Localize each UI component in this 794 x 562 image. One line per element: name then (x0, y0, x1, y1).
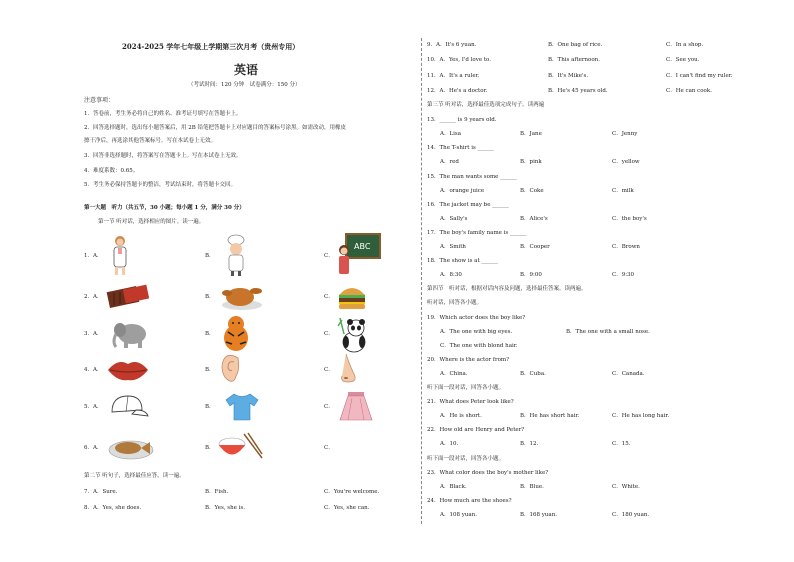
option-b-label: B． (205, 294, 215, 300)
note-item: 2．回答选择题时，选出每小题答案后，用 2B 铅笔把答题卡上对应题目的答案标号涂黑。如需改动，用橡皮 (84, 125, 347, 131)
q8-option-c: C．Yes, she can. (324, 505, 370, 511)
q24-stem: 24．How much are the shoes? (427, 498, 512, 504)
q14-stem: 14．The T-shirt is ______ (427, 145, 495, 151)
option-c-label: C． (324, 367, 334, 373)
q7-option-b: B．Fish. (205, 489, 229, 495)
q13-stem: 13．______ is 9 years old. (427, 117, 497, 123)
q9-option-c: C．In a shop. (666, 42, 704, 48)
panda-picture (336, 316, 370, 354)
q18-stem: 18．The show is at ______ (427, 258, 498, 264)
q13-option-a: A．Lisa (440, 131, 461, 137)
lips-picture (106, 358, 150, 382)
option-b-label: B． (205, 331, 215, 337)
subject-title: 英语 (234, 63, 259, 77)
q24-option-b: B．168 yuan. (520, 512, 558, 518)
question-label: 1．A． (84, 253, 103, 259)
q22-option-b: B．12. (520, 441, 539, 447)
q8-option-b: B．Yes, she is. (205, 505, 245, 511)
q20-stem: 20．Where is the actor from? (427, 357, 510, 363)
option-c-label: C． (324, 445, 334, 451)
q19-option-a: A．The one with big eyes. (440, 329, 513, 335)
q22-option-c: C．15. (612, 441, 631, 447)
q9-option-a: 9．A．It's 6 yuan. (427, 42, 477, 48)
q24-option-a: A．108 yuan. (440, 512, 477, 518)
q21-option-c: C．He has long hair. (612, 413, 670, 419)
hamburger-picture (336, 283, 368, 311)
q7-option-a: 7．A．Sure. (84, 489, 118, 495)
option-b-label: B． (205, 404, 215, 410)
q11-option-b: B．It's Mike's. (548, 73, 589, 79)
option-b-label: B． (205, 253, 215, 259)
question-label: 3．A． (84, 331, 103, 337)
note-item: 擦干净后，再选涂其他答案标号。写在本试卷上无效。 (84, 138, 217, 144)
listen-instruction: 听下面一段对话，回答各小题。 (427, 385, 505, 391)
column-divider (421, 38, 422, 524)
q9-option-b: B．One bag of rice. (548, 42, 603, 48)
chocolate-picture (106, 283, 150, 309)
q18-option-c: C．9:30 (612, 272, 635, 278)
ear-picture (218, 352, 244, 386)
q14-option-b: B．pink (520, 159, 542, 165)
chef-picture (222, 234, 250, 276)
q17-option-a: A．Smith (440, 244, 466, 250)
q21-stem: 21．What does Peter look like? (427, 399, 514, 405)
q7-option-c: C．You're welcome. (324, 489, 380, 495)
q15-stem: 15．The man wants some ______ (427, 174, 517, 180)
section4-heading: 第四节 听对话，根据对话内容及问题，选择最佳答案。读两遍。 (427, 286, 587, 292)
chalkboard-text: ABC (354, 242, 371, 251)
listen-instruction: 听下面一段对话，回答各小题。 (427, 456, 505, 462)
q10-option-c: C．See you. (666, 57, 700, 63)
rice-bowl-picture (216, 432, 264, 464)
q17-option-b: B．Cooper (520, 244, 550, 250)
tshirt-picture (224, 392, 260, 422)
section1-heading: 第一节 听对话，选择相应的图片。读一遍。 (98, 219, 205, 225)
q8-option-a: 8．A．Yes, she does. (84, 505, 142, 511)
q21-option-b: B．He has short hair. (520, 413, 580, 419)
q23-stem: 23．What color does the boy's mother like? (427, 470, 549, 476)
q11-option-a: 11．A．It's a ruler. (427, 73, 480, 79)
option-c-label: C． (324, 404, 334, 410)
q20-option-b: B．Cuba. (520, 371, 546, 377)
option-c-label: C． (324, 253, 334, 259)
note-item: 3．回答非选择题时，将答案写在答题卡上。写在本试卷上无效。 (84, 153, 242, 159)
q15-option-c: C．milk (612, 188, 634, 194)
exam-info: （考试时间：120 分钟 试卷满分：150 分） (188, 82, 301, 88)
q17-option-c: C．Brown (612, 244, 640, 250)
listen-instruction: 听对话，回答各小题。 (427, 300, 483, 306)
q18-option-a: A．8:30 (440, 272, 462, 278)
q10-option-a: 10．A．Yes, I'd love to. (427, 57, 492, 63)
tiger-picture (218, 314, 254, 354)
q14-option-a: A．red (440, 159, 459, 165)
nose-picture (336, 352, 360, 386)
q23-option-c: C．White. (612, 484, 640, 490)
question-label: 5．A． (84, 404, 103, 410)
q21-option-a: A．He is short. (440, 413, 482, 419)
q16-option-a: A．Sally's (440, 216, 468, 222)
question-label: 4．A． (84, 367, 103, 373)
section3-heading: 第三节 听对话，选择最佳选项完成句子。读两遍 (427, 102, 545, 108)
elephant-picture (108, 320, 152, 350)
roast-chicken-picture (220, 281, 264, 311)
question-label: 6．A． (84, 445, 103, 451)
q13-option-c: C．Jenny (612, 131, 638, 137)
q19-stem: 19．Which actor does the boy like? (427, 315, 526, 321)
q12-option-b: B．He's 45 years old. (548, 88, 608, 94)
q15-option-a: A．orange juice (440, 188, 485, 194)
option-c-label: C． (324, 294, 334, 300)
q16-stem: 16．The jacket may be ______ (427, 202, 509, 208)
skirt-picture (338, 390, 374, 424)
option-b-label: B． (205, 445, 215, 451)
q13-option-b: B．Jane (520, 131, 542, 137)
note-item: 1．答卷前，考生务必将自己的姓名、准考证号填写在答题卡上。 (84, 111, 242, 117)
q18-option-b: B．9:00 (520, 272, 542, 278)
part1-heading: 第一大题 听力（共五节，30 小题；每小题 1 分，满分 30 分） (84, 205, 245, 211)
q10-option-b: B．This afternoon. (548, 57, 600, 63)
q12-option-a: 12．A．He's a doctor. (427, 88, 488, 94)
option-c-label: C． (324, 331, 334, 337)
note-item: 4．难度系数：0.65。 (84, 168, 139, 174)
option-b-label: B． (205, 367, 215, 373)
q20-option-c: C．Canada. (612, 371, 645, 377)
teacher-picture (336, 232, 382, 276)
section2-heading: 第二节 听句子，选择最佳应答。读一遍。 (84, 473, 185, 479)
note-item: 5．考生务必保持答题卡的整洁，考试结束时，将答题卡交回。 (84, 182, 237, 188)
doctor-picture (108, 234, 132, 276)
q22-option-a: A．10. (440, 441, 459, 447)
q23-option-b: B．Blue. (520, 484, 544, 490)
question-label: 2．A． (84, 294, 103, 300)
q23-option-a: A．Black. (440, 484, 467, 490)
q17-stem: 17．The boy's family name is ______ (427, 230, 527, 236)
fish-dish-picture (108, 434, 154, 462)
q15-option-b: B．Coke (520, 188, 544, 194)
q16-option-c: C．the boy's (612, 216, 647, 222)
q19-option-b: B．The one with a small nose. (566, 329, 650, 335)
exam-title: 2024-2025 学年七年级上学期第三次月考（贵州专用） (122, 42, 300, 51)
notes-heading: 注意事项： (84, 97, 115, 104)
cap-picture (106, 392, 150, 420)
q19-option-c: C．The one with blond hair. (440, 343, 518, 349)
q12-option-c: C．He can cook. (666, 88, 712, 94)
q22-stem: 22．How old are Henry and Peter? (427, 427, 525, 433)
q11-option-c: C．I can't find my ruler. (666, 73, 733, 79)
q14-option-c: C．yellow (612, 159, 640, 165)
q20-option-a: A．China. (440, 371, 468, 377)
q24-option-c: C．180 yuan. (612, 512, 650, 518)
q16-option-b: B．Alice's (520, 216, 548, 222)
